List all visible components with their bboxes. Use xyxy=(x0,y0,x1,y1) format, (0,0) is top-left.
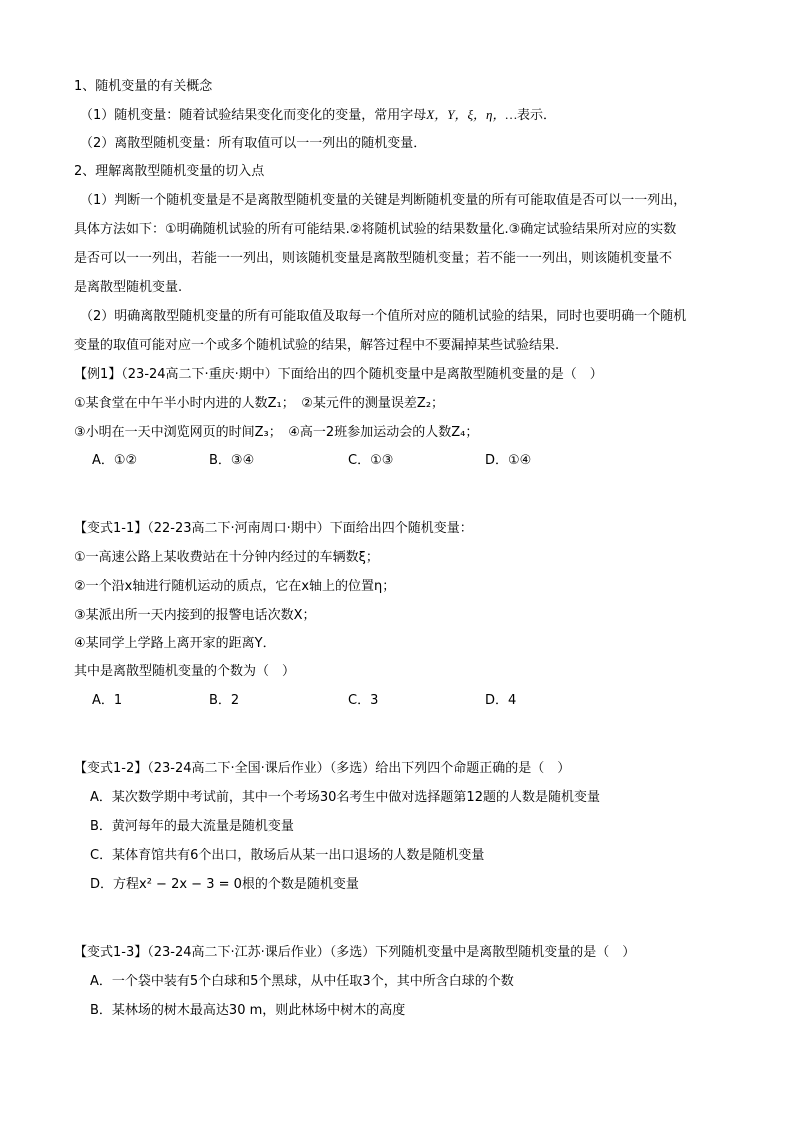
variant-1-2-option-b: B．黄河每年的最大流量是随机变量 xyxy=(90,819,294,834)
option-a: A．①② xyxy=(92,453,138,468)
variant-1-1-line-4: ④某同学上学路上离开家的距离Y． xyxy=(74,636,276,651)
section-2-title: 2、理解离散型随机变量的切入点 xyxy=(74,164,265,179)
option-b: B．③④ xyxy=(209,453,255,468)
variant-1-2-option-c: C．某体育馆共有6个出口，散场后从某一出口退场的人数是随机变量 xyxy=(90,848,485,863)
section-2-item-2-line-1: （2）明确离散型随机变量的所有可能取值及取每一个值所对应的随机试验的结果，同时也要明确一个随机 xyxy=(80,309,687,324)
variant-1-3-heading: 【变式1-3】（23-24高二下·江苏·课后作业）（多选）下列随机变量中是离散型随机变量的是（ ） xyxy=(74,945,636,960)
example-1-line-2: ③小明在一天中浏览网页的时间Z₃； ④高一2班参加运动会的人数Z₄； xyxy=(74,425,479,440)
variable-letters: X，Y，ξ，η，… xyxy=(426,107,518,122)
section-2-item-1-line-4: 是离散型随机变量. xyxy=(74,280,183,295)
option-c: C．①③ xyxy=(348,453,394,468)
section-2-item-2-line-2: 变量的取值可能对应一个或多个随机试验的结果，解答过程中不要漏掉某些试验结果. xyxy=(74,338,560,353)
option-d: D．4 xyxy=(485,693,517,708)
variant-1-2-heading: 【变式1-2】（23-24高二下·全国·课后作业）（多选）给出下列四个命题正确的是（ ） xyxy=(74,761,571,776)
variant-1-1-line-3: ③某派出所一天内接到的报警电话次数X； xyxy=(74,608,316,623)
section-1-item-1: （1）随机变量：随着试验结果变化而变化的变量，常用字母X，Y，ξ，η，…表示． xyxy=(80,107,557,123)
option-a: A．1 xyxy=(92,693,123,708)
example-1-options xyxy=(92,452,652,470)
variant-1-1-question: 其中是离散型随机变量的个数为（ ） xyxy=(74,664,296,679)
variant-1-1-heading: 【变式1-1】（22-23高二下·河南周口·期中）下面给出四个随机变量： xyxy=(74,521,473,536)
section-1-title: 1、随机变量的有关概念 xyxy=(74,79,213,94)
variant-1-3-option-b: B．某林场的树木最高达30 m，则此林场中树木的高度 xyxy=(90,1003,406,1018)
variant-1-2-option-a: A．某次数学期中考试前，其中一个考场30名考生中做对选择题第12题的人数是随机变量 xyxy=(90,790,600,805)
option-d: D．①④ xyxy=(485,453,532,468)
example-1-heading: 【例1】（23-24高二下·重庆·期中）下面给出的四个随机变量中是离散型随机变量的是（ ） xyxy=(74,367,603,382)
variant-1-1-options xyxy=(92,692,652,710)
variant-1-3-option-a: A．一个袋中装有5个白球和5个黑球，从中任取3个，其中所含白球的个数 xyxy=(90,974,514,989)
option-b: B．2 xyxy=(209,693,240,708)
variant-1-2-option-d: D．方程x² − 2x − 3 = 0根的个数是随机变量 xyxy=(90,877,359,892)
section-1-item-2: （2）离散型随机变量：所有取值可以一一列出的随机变量． xyxy=(80,136,427,151)
variant-1-1-line-2: ②一个沿x轴进行随机运动的质点，它在x轴上的位置η； xyxy=(74,579,396,594)
section-2-item-1-line-3: 是否可以一一列出，若能一一列出，则该随机变量是离散型随机变量；若不能一一列出，则该随机变量不 xyxy=(74,251,673,266)
option-c: C．3 xyxy=(348,693,379,708)
variant-1-1-line-1: ①一高速公路上某收费站在十分钟内经过的车辆数ξ； xyxy=(74,550,379,565)
section-2-item-1-line-1: （1）判断一个随机变量是不是离散型随机变量的关键是判断随机变量的所有可能取值是否可以一一列出， xyxy=(80,193,687,208)
section-2-item-1-line-2: 具体方法如下：①明确随机试验的所有可能结果.②将随机试验的结果数量化.③确定试验结果所对应的实数 xyxy=(74,222,677,237)
example-1-line-1: ①某食堂在中午半小时内进的人数Z₁； ②某元件的测量误差Z₂； xyxy=(74,396,445,411)
